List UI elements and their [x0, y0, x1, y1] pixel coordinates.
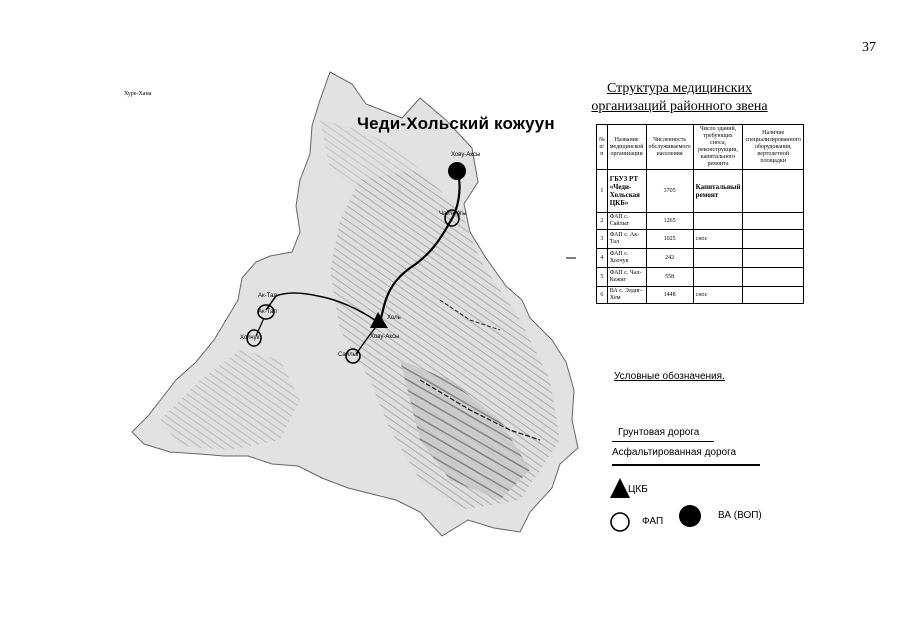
row-repair: снос — [693, 230, 743, 249]
row-repair: снос — [693, 287, 743, 304]
row-repair — [693, 249, 743, 268]
row-num: 5 — [597, 268, 608, 287]
place-label-khovu-aksy: Хову-Аксы — [370, 334, 400, 340]
row-pop: 1265 — [646, 213, 693, 230]
row-num: 1 — [597, 170, 608, 213]
place-label-saylyg: Сайлыг — [338, 352, 360, 358]
legend-asphalt-road-label: Асфальтированная дорога — [612, 447, 737, 458]
row-equipment — [743, 213, 804, 230]
place-label-khoru: Холь — [387, 315, 401, 321]
corner-note: Хуре-Хана — [124, 91, 152, 97]
row-name: ВА с. Элдиг-Хем — [607, 287, 646, 304]
row-name: ФАП с. Ак-Тал — [607, 230, 646, 249]
org-table — [596, 124, 804, 304]
row-equipment — [743, 249, 804, 268]
header-num: № п/п — [597, 125, 608, 170]
row-num: 3 — [597, 230, 608, 249]
place-label-ak-tal-north: Ак-Тал — [258, 293, 277, 299]
table-row — [597, 213, 804, 230]
legend-ckb-label: ЦКБ — [628, 484, 648, 495]
row-repair: Капитальный ремонт — [693, 170, 743, 213]
table-row — [597, 170, 804, 213]
legend-fap-label: ФАП — [642, 516, 664, 527]
page-number: 37 — [862, 40, 876, 55]
legend-symbols — [600, 470, 780, 540]
legend-asphalt-road-line — [612, 464, 760, 466]
place-label-north: Хову-Аксы — [451, 152, 481, 158]
legend-dirt-road-line — [612, 441, 714, 442]
structure-title — [572, 80, 787, 116]
legend-va-label: ВА (ВОП) — [718, 510, 762, 521]
legend-title: Условные обозначения. — [614, 371, 725, 382]
place-label-chaityrgy: Чайтыргы — [439, 211, 467, 217]
terrain-west — [160, 350, 300, 450]
row-num: 2 — [597, 213, 608, 230]
row-name: ФАП с. Чал-Кежиг — [607, 268, 646, 287]
table-header-row — [597, 125, 804, 170]
row-pop: 3705 — [646, 170, 693, 213]
header-repair: Число зданий, требующих сноса, реконструкции, капитального ремонта — [693, 125, 743, 170]
legend-dirt-road-label: Грунтовая дорога — [618, 427, 700, 438]
legend-va-icon — [679, 505, 701, 527]
row-name: ФАП с. Холчук — [607, 249, 646, 268]
map-title: Чеди-Хольский кожуун — [357, 114, 555, 133]
header-equipment: Наличие специализированного оборудования, вертолетной площадки — [743, 125, 804, 170]
table-row — [597, 287, 804, 304]
header-pop: Численность обслуживаемого населения — [646, 125, 693, 170]
row-pop: 1448 — [646, 287, 693, 304]
row-name: ФАП с. Сайлыг — [607, 213, 646, 230]
row-pop: 1025 — [646, 230, 693, 249]
table-row — [597, 230, 804, 249]
row-equipment — [743, 230, 804, 249]
va-marker — [448, 162, 466, 180]
row-equipment — [743, 287, 804, 304]
row-repair — [693, 268, 743, 287]
structure-title-line2: организаций районного звена — [591, 99, 768, 114]
row-name: ГБУЗ РТ «Чеди-Хольская ЦКБ» — [607, 170, 646, 213]
legend-ckb-icon — [610, 478, 630, 498]
row-num: 6 — [597, 287, 608, 304]
row-equipment — [743, 268, 804, 287]
header-name: Название медицинской организации — [607, 125, 646, 170]
place-label-ak-tal: Ак-Тал — [258, 309, 277, 315]
structure-title-line1: Структура медицинских — [606, 81, 752, 96]
row-num: 4 — [597, 249, 608, 268]
row-pop: 558 — [646, 268, 693, 287]
row-equipment — [743, 170, 804, 213]
row-pop: 242 — [646, 249, 693, 268]
table-row — [597, 268, 804, 287]
place-label-kholchuk: Холчук — [240, 335, 260, 341]
row-repair — [693, 213, 743, 230]
legend-fap-icon — [611, 513, 629, 531]
table-row — [597, 249, 804, 268]
